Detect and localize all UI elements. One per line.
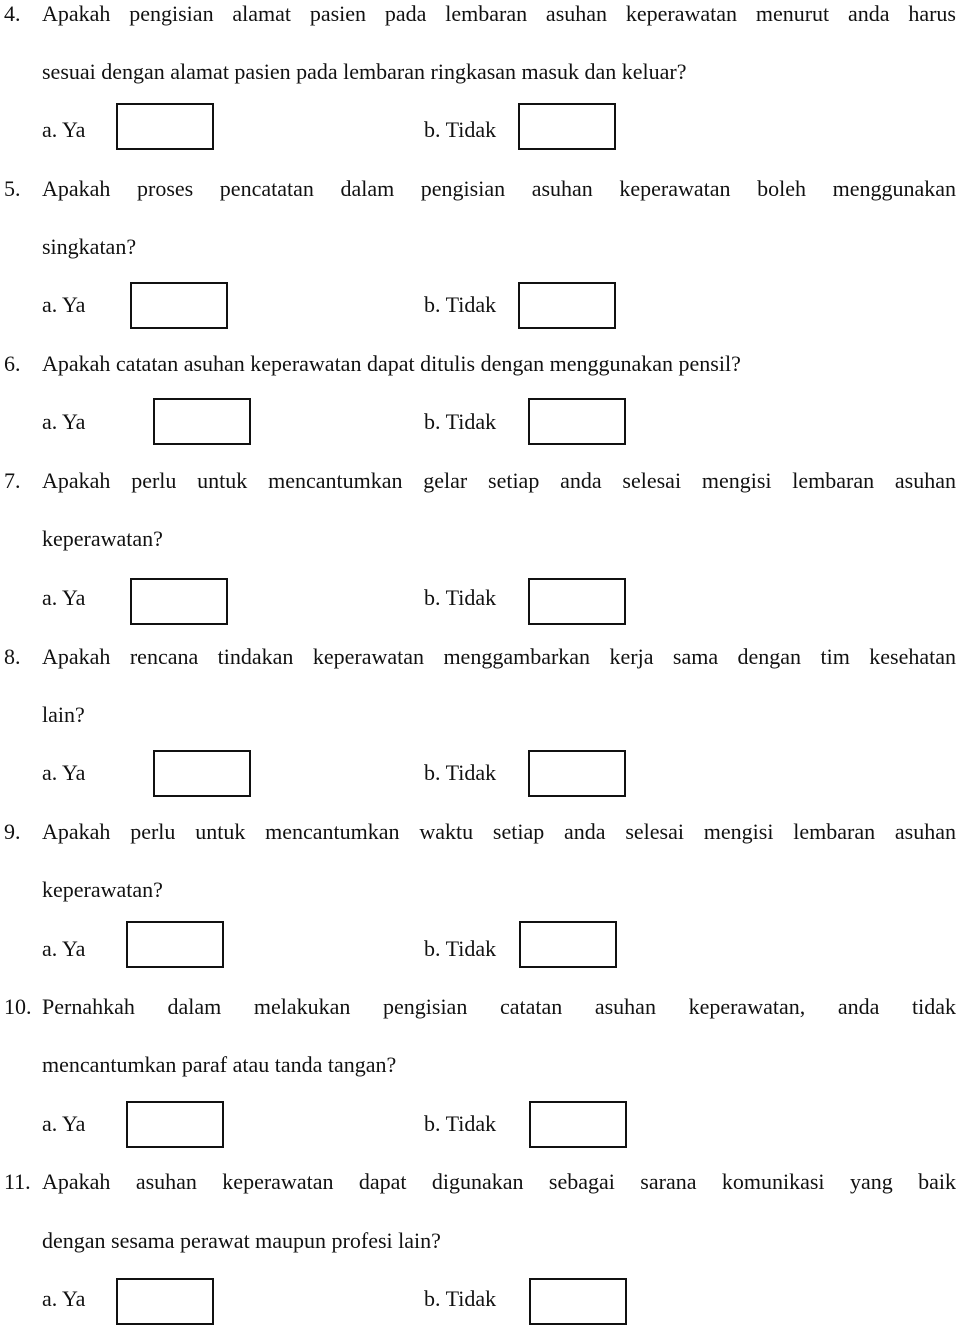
option-ya-label: a. Ya (42, 117, 86, 142)
checkbox-ya-7[interactable] (130, 578, 228, 625)
option-ya-label: a. Ya (42, 585, 86, 610)
checkbox-tidak-8[interactable] (528, 750, 626, 797)
question-text-cont: lain? (42, 702, 85, 727)
option-ya-label: a. Ya (42, 292, 86, 317)
checkbox-ya-10[interactable] (126, 1101, 224, 1148)
question-number: 4. (4, 1, 21, 26)
question-text-cont: sesuai dengan alamat pasien pada lembaran ringkasan masuk dan keluar? (42, 59, 687, 84)
question-text: Apakah perlu untuk mencantumkan waktu setiap anda selesai mengisi lembaran asuhan (42, 819, 956, 844)
checkbox-tidak-7[interactable] (528, 578, 626, 625)
question-number: 5. (4, 176, 21, 201)
checkbox-tidak-10[interactable] (529, 1101, 627, 1148)
option-tidak-label: b. Tidak (424, 1286, 497, 1311)
question-text: Apakah perlu untuk mencantumkan gelar setiap anda selesai mengisi lembaran asuhan (42, 468, 956, 493)
checkbox-tidak-6[interactable] (528, 398, 626, 445)
question-number: 11. (4, 1169, 31, 1194)
question-number: 6. (4, 351, 21, 376)
question-number: 8. (4, 644, 21, 669)
question-number: 10. (4, 994, 32, 1019)
checkbox-ya-4[interactable] (116, 103, 214, 150)
question-text: Apakah catatan asuhan keperawatan dapat ditulis dengan menggunakan pensil? (42, 351, 741, 376)
option-tidak-label: b. Tidak (424, 585, 497, 610)
option-tidak-label: b. Tidak (424, 292, 497, 317)
question-number: 9. (4, 819, 21, 844)
checkbox-tidak-9[interactable] (519, 921, 617, 968)
checkbox-ya-11[interactable] (116, 1278, 214, 1325)
checkbox-ya-5[interactable] (130, 282, 228, 329)
question-text: Apakah pengisian alamat pasien pada lembaran asuhan keperawatan menurut anda harus (42, 1, 956, 26)
checkbox-ya-6[interactable] (153, 398, 251, 445)
option-ya-label: a. Ya (42, 1286, 86, 1311)
checkbox-tidak-11[interactable] (529, 1278, 627, 1325)
question-text: Apakah rencana tindakan keperawatan menggambarkan kerja sama dengan tim kesehatan (42, 644, 956, 669)
option-ya-label: a. Ya (42, 936, 86, 961)
question-text: Pernahkah dalam melakukan pengisian catatan asuhan keperawatan, anda tidak (42, 994, 956, 1019)
checkbox-tidak-5[interactable] (518, 282, 616, 329)
option-tidak-label: b. Tidak (424, 936, 497, 961)
question-text-cont: mencantumkan paraf atau tanda tangan? (42, 1052, 397, 1077)
option-tidak-label: b. Tidak (424, 409, 497, 434)
question-text: Apakah asuhan keperawatan dapat digunakan sebagai sarana komunikasi yang baik (42, 1169, 956, 1194)
option-ya-label: a. Ya (42, 1111, 86, 1136)
checkbox-ya-8[interactable] (153, 750, 251, 797)
option-ya-label: a. Ya (42, 760, 86, 785)
question-text-cont: keperawatan? (42, 877, 163, 902)
option-tidak-label: b. Tidak (424, 1111, 497, 1136)
option-tidak-label: b. Tidak (424, 760, 497, 785)
checkbox-ya-9[interactable] (126, 921, 224, 968)
question-text: Apakah proses pencatatan dalam pengisian asuhan keperawatan boleh menggunakan (42, 176, 956, 201)
question-text-cont: singkatan? (42, 234, 137, 259)
option-tidak-label: b. Tidak (424, 117, 497, 142)
option-ya-label: a. Ya (42, 409, 86, 434)
question-text-cont: dengan sesama perawat maupun profesi lain? (42, 1228, 441, 1253)
question-text-cont: keperawatan? (42, 526, 163, 551)
question-number: 7. (4, 468, 21, 493)
checkbox-tidak-4[interactable] (518, 103, 616, 150)
